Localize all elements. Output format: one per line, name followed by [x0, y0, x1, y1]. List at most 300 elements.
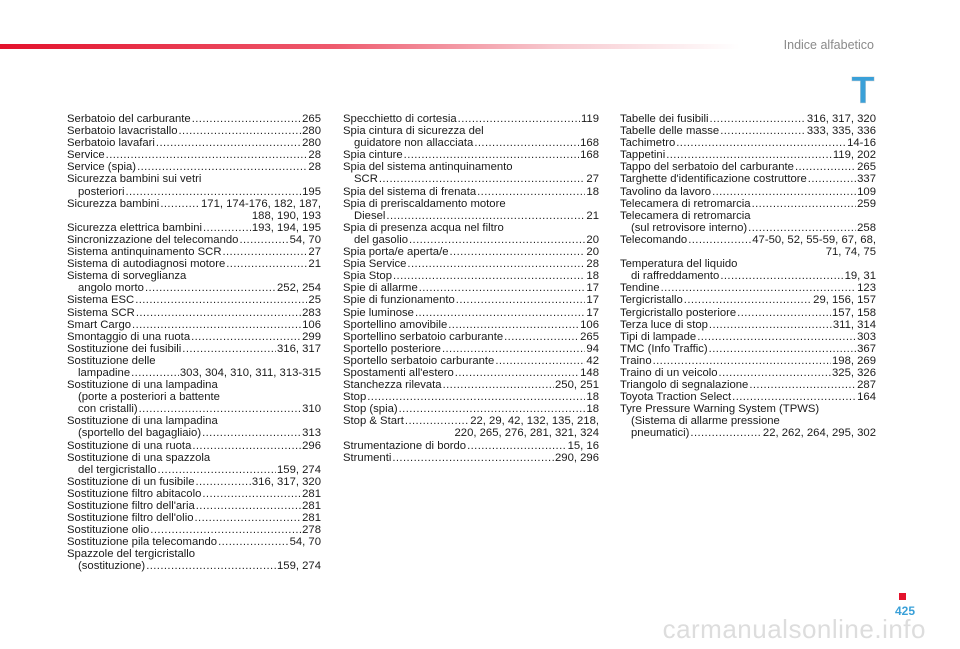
index-entry — [620, 379, 876, 391]
index-entry-line — [343, 113, 599, 125]
entry-pages: 281 — [302, 500, 321, 512]
entry-term: (sportello del bagagliaio) — [78, 427, 202, 440]
index-entry — [67, 125, 321, 137]
dot-leader — [720, 125, 806, 137]
entry-pages: 18 — [586, 270, 599, 283]
index-entry — [343, 222, 599, 246]
index-entry-line — [620, 294, 876, 306]
index-entry — [67, 524, 321, 536]
entry-pages: 17 — [586, 306, 599, 319]
index-entry-line — [620, 415, 876, 427]
entry-term: Stop — [343, 391, 367, 404]
entry-term: Spia del sistema di frenata — [343, 185, 477, 198]
entry-term: Spie di funzionamento — [343, 294, 455, 307]
dot-leader — [697, 331, 856, 343]
dot-leader — [191, 331, 301, 343]
entry-term: Sostituzione filtro dell'olio — [67, 512, 194, 525]
index-entry-line — [343, 307, 599, 319]
page-marker-square — [899, 593, 906, 600]
index-entry-line — [67, 125, 321, 137]
dot-leader — [653, 355, 831, 367]
index-entry — [620, 343, 876, 355]
entry-pages: 54, 70 — [289, 233, 321, 246]
index-entry-line — [620, 367, 876, 379]
index-entry — [67, 246, 321, 258]
index-entry-line — [343, 343, 599, 355]
index-entry — [67, 258, 321, 270]
dot-leader — [474, 137, 579, 149]
index-entry-line — [67, 319, 321, 331]
dot-leader — [131, 367, 179, 379]
entry-pages: 303 — [857, 330, 876, 343]
index-entry-line — [343, 319, 599, 331]
entry-pages: 303, 304, 310, 311, 313-315 — [179, 366, 321, 379]
entry-pages: 15, 16 — [567, 439, 599, 452]
entry-pages: 265 — [580, 330, 599, 343]
entry-term: Sistema di sorveglianza — [67, 270, 187, 283]
dot-leader — [477, 186, 585, 198]
index-entry — [343, 319, 599, 331]
entry-pages: 47-50, 52, 55-59, 67, 68, — [752, 233, 876, 246]
index-entry-line — [620, 282, 876, 294]
entry-pages: 280 — [302, 137, 321, 150]
entry-term: Tabelle delle masse — [620, 125, 720, 138]
index-entry-line — [620, 391, 876, 403]
index-entry-line — [620, 210, 876, 222]
entry-term: (Sistema di allarme pressione — [631, 415, 780, 428]
index-entry — [67, 355, 321, 379]
index-entry-line — [343, 270, 599, 282]
watermark: carmanualsonline.info — [662, 614, 926, 644]
entry-pages: 310 — [302, 403, 321, 416]
index-entry — [620, 173, 876, 185]
index-entry — [620, 210, 876, 234]
index-entry-line — [343, 440, 599, 452]
index-entry-line — [343, 246, 599, 258]
entry-pages: 17 — [586, 294, 599, 307]
index-entry-line — [67, 415, 321, 427]
entry-pages: 333, 335, 336 — [806, 125, 876, 138]
dot-leader — [218, 536, 288, 548]
dot-leader — [710, 113, 806, 125]
index-entry — [67, 173, 321, 197]
index-entry-line — [343, 415, 599, 427]
index-entry — [343, 270, 599, 282]
index-entry-line — [620, 270, 876, 282]
entry-term: Sicurezza bambini sui vetri — [67, 173, 202, 186]
entry-term: Sportello serbatoio carburante — [343, 354, 495, 367]
entry-pages: 123 — [857, 282, 876, 295]
index-entry-line — [67, 137, 321, 149]
index-entry — [343, 125, 599, 149]
entry-pages: 250, 251 — [555, 379, 599, 392]
entry-pages: 94 — [586, 342, 599, 355]
entry-term: Stanchezza rilevata — [343, 379, 442, 392]
entry-pages: 159, 274 — [277, 463, 321, 476]
entry-term: Sicurezza bambini — [67, 197, 160, 210]
dot-leader — [748, 222, 856, 234]
index-entry — [343, 186, 599, 198]
entry-pages: 21 — [308, 258, 321, 271]
entry-pages: 20 — [586, 233, 599, 246]
index-entry-line — [620, 427, 876, 439]
entry-pages: 28 — [586, 258, 599, 271]
dot-leader — [709, 343, 856, 355]
index-entry-line — [67, 246, 321, 258]
index-entry — [343, 355, 599, 367]
entry-pages: 258 — [857, 221, 876, 234]
entry-term: Stop (spia) — [343, 403, 398, 416]
index-entry-line — [620, 125, 876, 137]
index-entry-line — [67, 331, 321, 343]
index-entry-line — [620, 173, 876, 185]
entry-pages: 42 — [586, 354, 599, 367]
index-entry-line — [620, 113, 876, 125]
dot-leader — [202, 488, 301, 500]
index-entry-line — [67, 173, 321, 185]
entry-term: Terza luce di stop — [620, 318, 708, 331]
entry-pages: 18 — [586, 185, 599, 198]
dot-leader — [808, 173, 856, 185]
entry-term: Telecomando — [620, 233, 688, 246]
dot-leader — [442, 343, 585, 355]
page-number: 425 — [894, 604, 915, 618]
dot-leader — [688, 234, 751, 246]
index-entry — [343, 307, 599, 319]
index-entry — [67, 222, 321, 234]
dot-leader — [456, 294, 586, 306]
index-entry-line — [343, 355, 599, 367]
entry-term: Spia porta/e aperta/e — [343, 246, 449, 259]
dot-leader — [125, 186, 301, 198]
entry-term: Toyota Traction Select — [620, 391, 732, 404]
entry-term: Sistema di autodiagnosi motore — [67, 258, 226, 271]
dot-leader — [407, 258, 585, 270]
index-letter: T — [851, 70, 875, 110]
index-entry-line — [67, 403, 321, 415]
entry-pages-continued: 188, 190, 193 — [251, 209, 321, 222]
entry-pages: 198, 269 — [832, 354, 876, 367]
entry-term: Sistema SCR — [67, 306, 135, 319]
entry-pages: 14-16 — [847, 137, 876, 150]
dot-leader — [399, 403, 586, 415]
entry-term: Serbatoio lavacristallo — [67, 125, 178, 138]
entry-pages: 316, 317, 320 — [251, 475, 321, 488]
dot-leader — [709, 319, 832, 331]
entry-term: Sostituzione filtro abitacolo — [67, 487, 202, 500]
index-entry-line — [620, 319, 876, 331]
entry-term: Telecamera di retromarcia — [620, 197, 751, 210]
index-entry — [67, 198, 321, 222]
index-entry — [67, 270, 321, 294]
dot-leader — [386, 210, 585, 222]
dot-leader — [690, 427, 762, 439]
entry-term: di raffreddamento — [631, 270, 720, 283]
entry-term: Strumentazione di bordo — [343, 439, 467, 452]
index-entry — [67, 331, 321, 343]
index-entry-line — [67, 488, 321, 500]
index-entry-line — [620, 198, 876, 210]
entry-term: Sicurezza elettrica bambini — [67, 221, 202, 234]
dot-leader — [160, 198, 200, 210]
dot-leader — [712, 186, 856, 198]
dot-leader — [195, 476, 250, 488]
entry-pages: 252, 254 — [277, 282, 321, 295]
entry-pages: 18 — [586, 391, 599, 404]
index-entry-line — [343, 161, 599, 173]
index-entry-line — [620, 234, 876, 246]
dot-leader — [467, 440, 566, 452]
index-entry — [620, 161, 876, 173]
index-entry — [620, 355, 876, 367]
index-entry-line — [67, 548, 321, 560]
entry-term: Sostituzione pila telecomando — [67, 536, 218, 549]
dot-leader — [106, 149, 308, 161]
index-entry — [620, 198, 876, 210]
index-entry — [67, 234, 321, 246]
entry-pages: 22, 262, 264, 295, 302 — [762, 427, 876, 440]
entry-term: Tendine — [620, 282, 660, 295]
dot-leader — [666, 149, 832, 161]
index-entry-line — [67, 452, 321, 464]
dot-leader — [192, 440, 301, 452]
dot-leader — [156, 137, 301, 149]
index-entry-line — [620, 258, 876, 270]
dot-leader — [136, 307, 301, 319]
entry-pages-continued: 71, 74, 75 — [825, 246, 876, 259]
dot-leader — [795, 161, 856, 173]
index-entry — [67, 452, 321, 476]
entry-term: Tappetini — [620, 149, 666, 162]
entry-pages: 195 — [302, 185, 321, 198]
entry-term: Diesel — [354, 209, 386, 222]
index-entry-line — [67, 440, 321, 452]
index-entry — [67, 440, 321, 452]
dot-leader — [448, 319, 579, 331]
entry-term: Traino — [620, 354, 652, 367]
index-entry-line — [67, 198, 321, 210]
entry-term: pneumatici) — [631, 427, 690, 440]
entry-term: Targhette d'identificazione costruttore — [620, 173, 807, 186]
entry-term: Spie di allarme — [343, 282, 418, 295]
index-entry — [620, 403, 876, 439]
index-entry — [67, 149, 321, 161]
index-entry-line — [67, 161, 321, 173]
entry-term: Sostituzione dei fusibili — [67, 342, 182, 355]
dot-leader — [179, 125, 302, 137]
entry-pages: 29, 156, 157 — [813, 294, 876, 307]
dot-leader — [458, 113, 580, 125]
entry-term: Tappo del serbatoio del carburante — [620, 161, 794, 174]
entry-term: Sincronizzazione del telecomando — [67, 233, 239, 246]
entry-term: Smart Cargo — [67, 318, 132, 331]
index-entry — [343, 113, 599, 125]
entry-term: Sostituzione di un fusibile — [67, 475, 195, 488]
entry-term: Service (spia) — [67, 161, 137, 174]
index-entry-line — [67, 536, 321, 548]
index-entry-line — [620, 222, 876, 234]
dot-leader — [146, 560, 276, 572]
index-entry — [343, 246, 599, 258]
entry-pages: 316, 317, 320 — [806, 113, 876, 125]
entry-pages: 325, 326 — [832, 366, 876, 379]
index-entry — [343, 331, 599, 343]
index-entry-line — [343, 331, 599, 343]
entry-pages: 22, 29, 42, 132, 135, 218, — [470, 415, 599, 428]
dot-leader — [203, 222, 251, 234]
index-entry — [67, 294, 321, 306]
dot-leader — [404, 149, 579, 161]
index-entry — [67, 548, 321, 572]
entry-pages: 337 — [857, 173, 876, 186]
index-entry — [343, 258, 599, 270]
index-entry — [67, 415, 321, 439]
dot-leader — [443, 379, 554, 391]
section-title: Indice alfabetico — [783, 38, 874, 52]
entry-term: Spazzole del tergicristallo — [67, 548, 196, 561]
header-accent-bar — [0, 44, 740, 49]
entry-pages: 281 — [302, 487, 321, 500]
index-entry-line — [67, 379, 321, 391]
entry-term: Triangolo di segnalazione — [620, 379, 749, 392]
index-entry-line — [67, 149, 321, 161]
dot-leader — [239, 234, 288, 246]
entry-pages-continued: 220, 265, 276, 281, 321, 324 — [454, 427, 599, 440]
dot-leader — [415, 307, 585, 319]
index-entry — [343, 403, 599, 415]
index-entry-line — [343, 210, 599, 222]
entry-pages: 119 — [580, 113, 599, 125]
dot-leader — [752, 198, 857, 210]
index-entry — [67, 113, 321, 125]
entry-term: Sistema ESC — [67, 294, 135, 307]
index-entry — [343, 415, 599, 439]
index-entry — [620, 391, 876, 403]
dot-leader — [749, 379, 856, 391]
index-entry-line — [67, 464, 321, 476]
entry-term: angolo morto — [78, 282, 144, 295]
index-entry-line — [67, 524, 321, 536]
entry-term: Sostituzione olio — [67, 524, 150, 537]
index-entry-line — [620, 403, 876, 415]
entry-term: (sul retrovisore interno) — [631, 221, 748, 234]
index-entry-line — [67, 476, 321, 488]
entry-term: Sportello posteriore — [343, 342, 441, 355]
entry-term: Sostituzione di una spazzola — [67, 451, 211, 464]
dot-leader — [684, 294, 812, 306]
index-entry-line — [343, 137, 599, 149]
index-column-3 — [620, 113, 876, 440]
index-entry — [67, 476, 321, 488]
entry-term: Spia del sistema antinquinamento — [343, 161, 513, 174]
index-entry — [67, 379, 321, 415]
dot-leader — [202, 427, 301, 439]
dot-leader — [504, 331, 579, 343]
dot-leader — [661, 282, 857, 294]
index-entry-line — [67, 113, 321, 125]
entry-pages: 278 — [302, 524, 321, 537]
entry-term: lampadine — [78, 366, 131, 379]
index-entry-line — [343, 452, 599, 464]
index-entry-line — [67, 186, 321, 198]
entry-term: Sostituzione di una lampadina — [67, 379, 218, 392]
index-entry — [620, 282, 876, 294]
index-entry-line — [67, 512, 321, 524]
entry-pages: 106 — [302, 318, 321, 331]
index-entry-line — [343, 234, 599, 246]
entry-pages: 265 — [302, 113, 321, 125]
index-entry — [343, 367, 599, 379]
entry-pages: 259 — [857, 197, 876, 210]
index-entry-line — [620, 186, 876, 198]
entry-pages: 25 — [308, 294, 321, 307]
index-column-2 — [343, 113, 599, 464]
entry-term: Serbatoio del carburante — [67, 113, 191, 125]
index-entry-line — [343, 294, 599, 306]
index-entry — [67, 536, 321, 548]
entry-term: Service — [67, 149, 105, 162]
index-entry-line — [67, 258, 321, 270]
dot-leader — [137, 161, 307, 173]
index-entry — [67, 488, 321, 500]
index-entry-line — [620, 343, 876, 355]
entry-pages: 27 — [308, 246, 321, 259]
entry-term: Sostituzione delle — [67, 354, 156, 367]
entry-term: posteriori — [78, 185, 125, 198]
entry-pages: 168 — [580, 149, 599, 162]
entry-pages: 311, 314 — [832, 318, 876, 331]
entry-pages: 159, 274 — [277, 560, 321, 573]
entry-pages: 17 — [586, 282, 599, 295]
dot-leader — [719, 367, 831, 379]
entry-pages: 18 — [586, 403, 599, 416]
entry-term: Sostituzione di una ruota — [67, 439, 192, 452]
entry-term: Spia cintura di sicurezza del — [343, 125, 484, 138]
dot-leader — [737, 307, 831, 319]
index-entry — [620, 125, 876, 137]
entry-term: Tyre Pressure Warning System (TPWS) — [620, 403, 820, 416]
entry-term: Smontaggio di una ruota — [67, 330, 191, 343]
index-entry — [620, 234, 876, 258]
dot-leader — [455, 367, 579, 379]
index-entry-line — [67, 294, 321, 306]
entry-pages: 290, 296 — [555, 451, 599, 464]
entry-term: Specchietto di cortesia — [343, 113, 457, 125]
dot-leader — [676, 137, 846, 149]
entry-pages: 27 — [586, 173, 599, 186]
dot-leader — [145, 282, 276, 294]
index-entry-line — [343, 149, 599, 161]
entry-term: Sportellino serbatoio carburante — [343, 330, 504, 343]
entry-pages: 28 — [308, 149, 321, 162]
index-entry-line — [67, 560, 321, 572]
index-entry — [343, 452, 599, 464]
entry-pages: 109 — [857, 185, 876, 198]
entry-pages: 19, 31 — [844, 270, 876, 283]
entry-pages: 281 — [302, 512, 321, 525]
entry-pages: 280 — [302, 125, 321, 138]
index-entry — [343, 149, 599, 161]
entry-term: Spia cinture — [343, 149, 403, 162]
dot-leader — [732, 391, 856, 403]
dot-leader — [222, 246, 307, 258]
index-entry — [620, 319, 876, 331]
index-entry — [343, 198, 599, 222]
index-entry-line — [343, 222, 599, 234]
index-entry — [620, 186, 876, 198]
entry-pages: 313 — [302, 427, 321, 440]
entry-term: Stop & Start — [343, 415, 404, 428]
